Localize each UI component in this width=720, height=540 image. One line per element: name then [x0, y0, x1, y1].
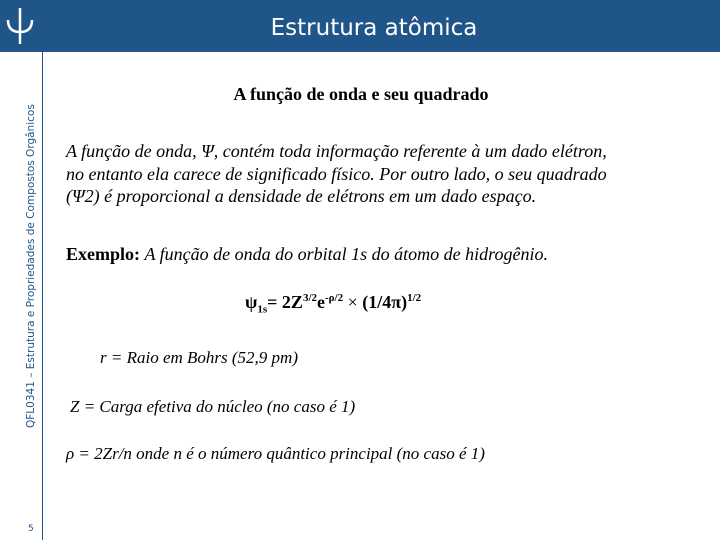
section-subtitle: A função de onda e seu quadrado — [233, 84, 489, 104]
definition-z: Z = Carga efetiva do núcleo (no caso é 1) — [70, 397, 356, 416]
intro-line: A função de onda, Ψ, contém toda informação referente à um dado elétron, — [66, 141, 607, 161]
formula-psi-subscript: 1s — [257, 303, 268, 316]
formula-e-exponent: -ρ/2 — [325, 292, 344, 304]
definition-r: r = Raio em Bohrs (52,9 pm) — [100, 348, 298, 367]
formula-e: e — [317, 292, 325, 312]
side-divider — [42, 52, 43, 540]
wavefunction-formula — [245, 292, 421, 316]
example-label: Exemplo: — [66, 244, 140, 264]
formula-paren: (1/4π) — [362, 292, 408, 312]
formula-paren-exponent: 1/2 — [407, 292, 422, 304]
page-number: 5 — [28, 524, 34, 534]
formula-eq: = 2Z — [267, 292, 303, 312]
course-label: QFL0341 – Estrutura e Propriedades de Compostos Orgânicos — [25, 104, 37, 428]
intro-line: (Ψ2) é proporcional a densidade de elétrons em um dado espaço. — [66, 186, 537, 206]
formula-psi: ψ — [245, 292, 258, 312]
intro-paragraph — [66, 140, 706, 208]
formula-z-exponent: 3/2 — [302, 292, 317, 304]
example-text: A função de onda do orbital 1s do átomo de hidrogênio. — [144, 244, 548, 264]
intro-line: no entanto ela carece de significado físico. Por outro lado, o seu quadrado — [66, 163, 607, 184]
formula-times: × — [347, 292, 358, 312]
slide-title: Estrutura atômica — [270, 15, 478, 41]
definition-rho: ρ = 2Zr/n onde n é o número quântico principal (no caso é 1) — [66, 444, 485, 463]
example-line — [66, 244, 706, 265]
